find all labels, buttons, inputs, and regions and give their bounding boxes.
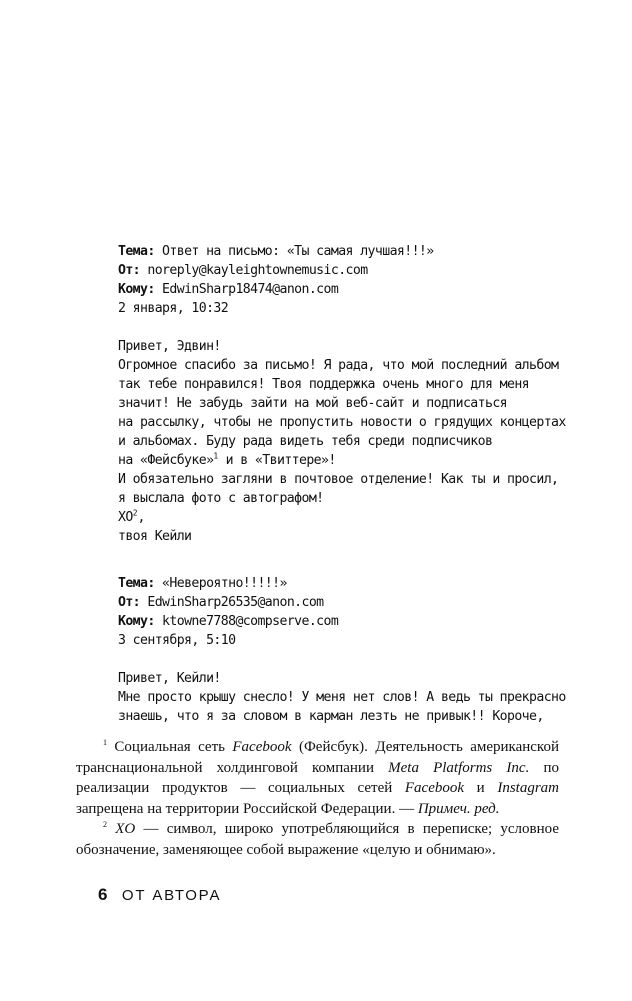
footnote-italic: Instagram bbox=[497, 780, 559, 796]
email-from-row bbox=[118, 593, 568, 612]
body-text: и в «Твиттере»! bbox=[218, 453, 336, 468]
from-label: От: bbox=[118, 263, 141, 278]
email-body-line: Огромное спасибо за письмо! Я рада, что мой последний альбом bbox=[118, 358, 559, 373]
footnote-mark: 2 bbox=[103, 820, 107, 829]
email-body-line: И обязательно загляни в почтовое отделение! Как ты и просил, bbox=[118, 472, 559, 487]
subject-value: «Невероятно!!!!!» bbox=[162, 576, 287, 591]
page-number: 6 bbox=[98, 885, 108, 904]
footnote-mark: 2 bbox=[132, 508, 138, 518]
email-subject-row bbox=[118, 242, 568, 261]
section-title: ОТ АВТОРА bbox=[121, 887, 222, 904]
footnote-text: (Фейсбук). Деятельность американской транснациональной холдинговой компании bbox=[76, 739, 559, 776]
page-footer bbox=[98, 885, 221, 905]
from-label: От: bbox=[118, 595, 141, 610]
email-body-line: знаешь, что я за словом в карман лезть не привык!! Короче, bbox=[118, 709, 544, 724]
email-body-line: я выслала фото с автографом! bbox=[118, 491, 324, 506]
footnote-text: по реализации продуктов — социальных сетей bbox=[76, 759, 559, 796]
email-body-line: Привет, Кейли! bbox=[118, 671, 221, 686]
footnote-1 bbox=[76, 737, 559, 819]
footnote-text: запрещена на территории Российской Федерации. — bbox=[76, 800, 418, 817]
email-to-row bbox=[118, 612, 568, 631]
footnote-2 bbox=[76, 819, 559, 860]
email-body-line: так тебе понравился! Твоя поддержка очень много для меня bbox=[118, 377, 530, 392]
footnote-text: — символ, широко употребляющийся в переписке; условное обозначение, заменяющее собой выражение «целую и обнимаю». bbox=[76, 821, 559, 858]
subject-label: Тема: bbox=[118, 244, 155, 259]
to-label: Кому: bbox=[118, 282, 155, 297]
email-body-line: на рассылку, чтобы не пропустить новости о грядущих концертах bbox=[118, 415, 566, 430]
footnotes bbox=[76, 737, 559, 860]
footnote-italic: Примеч. ред. bbox=[417, 800, 500, 817]
footnote-mark: 1 bbox=[103, 738, 107, 747]
email-to-row bbox=[118, 280, 568, 299]
email-from-row bbox=[118, 261, 568, 280]
body-text: , bbox=[137, 510, 145, 525]
footnote-italic: Facebook bbox=[404, 780, 465, 796]
email-signature: твоя Кейли bbox=[118, 529, 192, 544]
from-value: noreply@kayleightownemusic.com bbox=[147, 263, 368, 278]
footnote-italic: XO bbox=[115, 821, 136, 837]
from-value: EdwinSharp26535@anon.com bbox=[147, 595, 324, 610]
to-label: Кому: bbox=[118, 614, 155, 629]
xo-text: XO bbox=[118, 510, 133, 525]
email-subject-row bbox=[118, 574, 568, 593]
footnote-text: и bbox=[464, 780, 498, 796]
email-date: 3 сентября, 5:10 bbox=[118, 633, 236, 648]
footnote-italic: Meta Platforms Inc. bbox=[388, 759, 530, 776]
to-value: ktowne7788@compserve.com bbox=[162, 614, 339, 629]
email-body-line bbox=[118, 508, 568, 527]
email-date: 2 января, 10:32 bbox=[118, 301, 229, 316]
footnote-text: Социальная сеть bbox=[107, 739, 233, 755]
subject-value: Ответ на письмо: «Ты самая лучшая!!!» bbox=[162, 244, 434, 259]
footnote-italic: Facebook bbox=[232, 739, 292, 755]
email-body-line: и альбомах. Буду рада видеть тебя среди подписчиков bbox=[118, 434, 493, 449]
email-body-line: Мне просто крышу снесло! У меня нет слов! А ведь ты прекрасно bbox=[118, 690, 566, 705]
email-message bbox=[118, 574, 568, 726]
email-reply bbox=[118, 242, 568, 546]
body-text: на «Фейсбуке» bbox=[118, 453, 214, 468]
footnote-mark: 1 bbox=[213, 451, 219, 461]
email-body-line bbox=[118, 451, 568, 470]
to-value: EdwinSharp18474@anon.com bbox=[162, 282, 339, 297]
email-body-line: значит! Не забудь зайти на мой веб-сайт и подписаться bbox=[118, 396, 507, 411]
subject-label: Тема: bbox=[118, 576, 155, 591]
email-body-line: Привет, Эдвин! bbox=[118, 339, 221, 354]
